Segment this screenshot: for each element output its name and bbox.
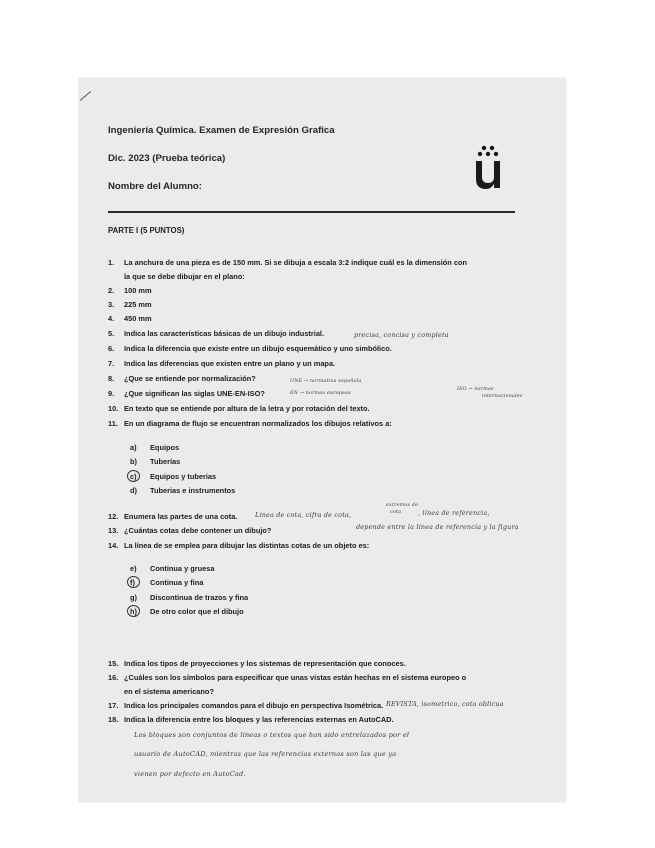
question-text: ¿Que se entiende por normalización? bbox=[124, 374, 256, 383]
question-12 bbox=[108, 512, 237, 521]
answer-5-handwriting: precisa, concisa y completa bbox=[354, 331, 449, 339]
question-number: 11. bbox=[108, 419, 118, 428]
question-number: 4. bbox=[108, 314, 115, 323]
question-number: 18. bbox=[108, 715, 119, 724]
question-text: 225 mm bbox=[124, 300, 152, 309]
question-7 bbox=[108, 359, 335, 368]
question-number: 17. bbox=[108, 701, 119, 710]
answer-12-top: extremos de bbox=[386, 503, 419, 508]
question-3 bbox=[108, 300, 152, 309]
question-number: 16. bbox=[108, 673, 119, 682]
option-b bbox=[130, 457, 180, 466]
question-2 bbox=[108, 286, 152, 295]
option-letter: b) bbox=[130, 457, 137, 466]
option-text: Equipos y tuberias bbox=[150, 472, 217, 481]
option-text: Continua y gruesa bbox=[150, 564, 215, 573]
question-8 bbox=[108, 374, 256, 383]
question-text: Indica las características básicas de un dibujo industrial. bbox=[124, 329, 325, 338]
option-text: Continua y fina bbox=[150, 578, 204, 587]
university-logo-icon bbox=[470, 143, 506, 191]
option-f bbox=[130, 578, 203, 587]
option-text: De otro color que el dibujo bbox=[150, 607, 244, 616]
answer-18-line-3: vienen por defecto en AutoCad. bbox=[134, 770, 246, 778]
answer-12-top-2: cota bbox=[390, 510, 402, 515]
question-text: ¿Cuáles son los símbolos para especificar que unas vistas están hechas en el sistema europeo o bbox=[124, 673, 467, 682]
answer-18-line-1: Los bloques son conjuntos de líneas o textos que han sido entrelazados por el bbox=[134, 731, 410, 739]
answer-18-line-2: usuario de AutoCAD, mientras que las referencias externas son las que ya bbox=[134, 750, 397, 758]
question-number: 7. bbox=[108, 359, 115, 368]
question-text: 450 mm bbox=[124, 314, 152, 323]
question-number: 2. bbox=[108, 286, 115, 295]
question-number: 1. bbox=[108, 258, 115, 267]
exam-date: Dic. 2023 (Prueba teórica) bbox=[108, 153, 226, 164]
option-h bbox=[130, 607, 244, 616]
answer-13-handwriting: depende entre la línea de referencia y la figura bbox=[356, 523, 519, 531]
answer-17-handwriting: REVISTA, isometrico, cota oblicua bbox=[386, 700, 504, 708]
option-letter: c) bbox=[130, 472, 137, 481]
option-e bbox=[130, 564, 214, 573]
option-letter: h) bbox=[130, 607, 137, 616]
question-5 bbox=[108, 329, 324, 338]
question-number: 8. bbox=[108, 374, 115, 383]
option-text: Tuberías bbox=[150, 457, 181, 466]
question-13 bbox=[108, 526, 271, 535]
question-text: ¿Que significan las siglas UNE-EN-ISO? bbox=[124, 389, 265, 398]
question-16 bbox=[108, 673, 466, 682]
question-1 bbox=[108, 258, 467, 267]
question-11 bbox=[108, 419, 392, 428]
question-17 bbox=[108, 701, 383, 710]
question-14 bbox=[108, 541, 369, 550]
question-text: Indica la diferencia entre los bloques y las referencias externas en AutoCAD. bbox=[124, 715, 394, 724]
option-letter: f) bbox=[130, 578, 135, 587]
option-g bbox=[130, 593, 248, 602]
question-1-continued: la que se debe dibujar en el plano: bbox=[124, 272, 245, 281]
answer-9-en: EN → normas europeas bbox=[290, 391, 351, 396]
student-name-label: Nombre del Alumno: bbox=[108, 181, 202, 192]
exam-title: Ingeniería Química. Examen de Expresión Grafica bbox=[108, 125, 335, 136]
option-text: Tuberias e instrumentos bbox=[150, 486, 236, 495]
question-text: La anchura de una pieza es de 150 mm. Si se dibuja a escala 3:2 indique cuál es la dimensión con bbox=[124, 258, 467, 267]
option-letter: g) bbox=[130, 593, 137, 602]
question-text: Indica las diferencias que existen entre un plano y un mapa. bbox=[124, 359, 336, 368]
option-a bbox=[130, 443, 179, 452]
question-number: 14. bbox=[108, 541, 119, 550]
question-text: 100 mm bbox=[124, 286, 152, 295]
question-15 bbox=[108, 659, 406, 668]
question-text: En texto que se entiende por altura de la letra y por rotación del texto. bbox=[124, 404, 370, 413]
question-number: 6. bbox=[108, 344, 115, 353]
question-number: 10. bbox=[108, 404, 119, 413]
question-number: 13. bbox=[108, 526, 119, 535]
option-text: Discontinua de trazos y fina bbox=[150, 593, 249, 602]
answer-12-handwriting: Línea de cota, cifra de cota, bbox=[255, 511, 352, 519]
question-number: 5. bbox=[108, 329, 115, 338]
option-text: Equipos bbox=[150, 443, 180, 452]
question-18 bbox=[108, 715, 394, 724]
question-text: ¿Cuántas cotas debe contener un dibujo? bbox=[124, 526, 272, 535]
question-number: 9. bbox=[108, 389, 115, 398]
option-letter: d) bbox=[130, 486, 137, 495]
answer-9-iso: ISO → normas bbox=[457, 387, 494, 392]
answer-12-end: , línea de referencia, bbox=[418, 509, 490, 517]
question-number: 12. bbox=[108, 512, 119, 521]
question-number: 15. bbox=[108, 659, 119, 668]
question-9 bbox=[108, 389, 265, 398]
part-title: PARTE I (5 PUNTOS) bbox=[108, 226, 185, 235]
question-6 bbox=[108, 344, 392, 353]
question-text: En un diagrama de flujo se encuentran normalizados los dibujos relativos a: bbox=[124, 419, 392, 428]
option-c bbox=[130, 472, 216, 481]
question-text: La línea de se emplea para dibujar las distintas cotas de un objeto es: bbox=[124, 541, 370, 550]
question-text: Indica los principales comandos para el dibujo en perspectiva Isométrica. bbox=[124, 701, 384, 710]
header-divider bbox=[108, 211, 515, 213]
question-text: Enumera las partes de una cota. bbox=[124, 512, 238, 521]
option-letter: e) bbox=[130, 564, 137, 573]
question-number: 3. bbox=[108, 300, 115, 309]
question-text: Indica la diferencia que existe entre un dibujo esquemático y uno simbólico. bbox=[124, 344, 392, 353]
question-text: Indica los tipos de proyecciones y los sistemas de representación que conoces. bbox=[124, 659, 406, 668]
question-4 bbox=[108, 314, 152, 323]
option-d bbox=[130, 486, 235, 495]
question-16-continued: en el sistema americano? bbox=[124, 687, 214, 696]
question-10 bbox=[108, 404, 370, 413]
option-letter: a) bbox=[130, 443, 137, 452]
answer-9-iso-2: internacionales bbox=[482, 394, 523, 399]
answer-9-une: UNE → normativa española bbox=[290, 379, 362, 384]
